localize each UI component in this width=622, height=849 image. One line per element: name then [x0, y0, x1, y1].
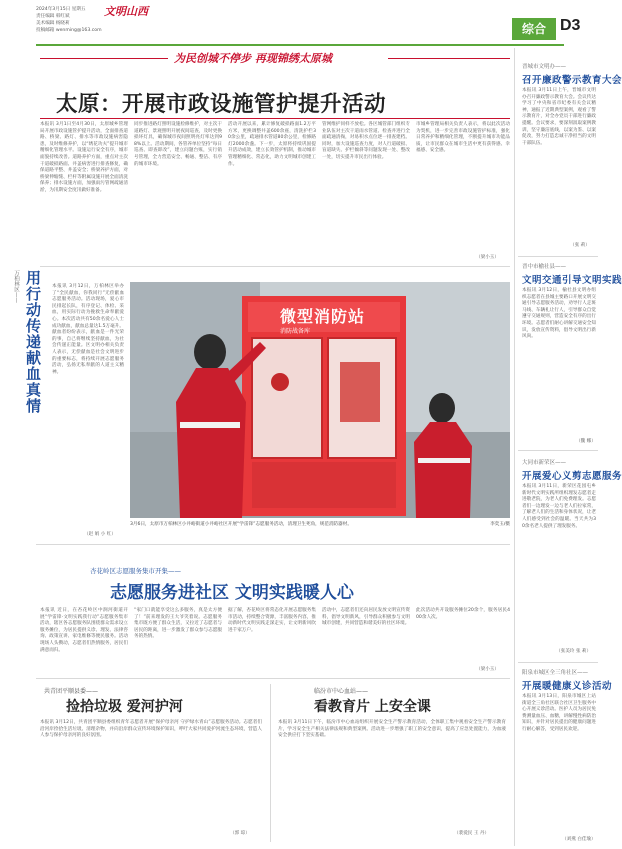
bottom-right-article — [274, 684, 510, 842]
lead-col-4: 管网维护同样不放松。各区城管部门组织专业队伍对主次干道雨水管道、检查井进行全面疏通清掏，对易积水点位逐一排查建档。同时，加大设施巡查力度，对人行道破损、盲道缺失、护栏倾斜等问题发现一处、整改一处，切实提升市民出行体验。 — [322, 122, 410, 160]
volunteer-col-4: 活动中，志愿者们还向居民发放文明宣传资料，倡导文明新风，引导群众积极参与文明城市创建，共同营造和谐美好的社区环境。 — [322, 608, 410, 627]
bottom-left-title: 捡拾垃圾 爱河护河 — [66, 699, 183, 715]
side-2-byline: （魏 娜） — [576, 439, 596, 444]
volunteer-col-2: “家门口就能享受这么多服务，真是太方便了！”前来理发的王大爷笑着说。志愿服务集市既方便了群众生活，又拉近了志愿者与居民的距离，进一步激发了群众参与志愿服务的热情。 — [134, 608, 222, 640]
lead-col-3: 活动开展以来，累计修复破损路面1.2万平方米，更换调整井盖600余座，清洗护栏30余公里，疏通排水管道80余公里，检修路灯2000余盏。下一步，太原将持续巩固提升活动成效，建立长效管护机制，推动城市管理精细化、常态化，助力文明城市创建工作。 — [228, 122, 316, 167]
side-2-title: 文明交通引导文明实践 — [522, 275, 622, 286]
side-4-title: 开展暖健康义诊活动 — [522, 681, 613, 692]
bottom-col-rule — [270, 684, 271, 842]
bottom-left-byline: （郭 琼） — [230, 831, 250, 836]
side-3-title: 开展爱心义剪志愿服务 — [522, 471, 622, 482]
page-number: D3 — [560, 17, 581, 34]
side-2-kicker: 晋中市榆社县—— — [522, 264, 567, 270]
masthead-rule — [36, 44, 564, 46]
lead-byline: （梁小玉） — [476, 255, 499, 260]
side-1-body: 本报讯 3月11日上午，晋城市文明办召开廉政警示教育大会。会议传达学习了中央和省市纪委有关会议精神，通报了近期典型案例，观看了警示教育片，对全办党员干部进行廉政提醒。会议要求，要深刻汲取案例教训，坚守廉洁底线，以案为鉴、以案促改，努力打造忠诚干净担当的文明干部队伍。 — [522, 88, 596, 146]
side-1-byline: （张 莉） — [570, 243, 590, 248]
photo-caption — [130, 522, 510, 529]
right-col-rule — [514, 48, 515, 846]
bottom-right-byline: （裴爱民 王 丹） — [454, 831, 490, 836]
banner-text: 为民创城不停步 再现锦绣太原城 — [174, 52, 332, 65]
masthead-editor: 责任编辑 韩红斌 — [36, 14, 70, 19]
bottom-left-kicker: 共青团平顺县委—— — [44, 688, 99, 695]
side-divider-3 — [518, 662, 598, 663]
volunteer-photo — [130, 282, 510, 518]
volunteer-title: 志愿服务进社区 文明实践暖人心 — [110, 583, 354, 603]
volunteer-col-3: 据了解，杏花岭区将常态化开展志愿服务集市活动，持续整合资源，丰富服务内容，推动新时代文明实践走深走实，让文明新风吹进千家万户。 — [228, 608, 316, 633]
banner-line-left — [40, 58, 168, 59]
photo-sign: 微型消防站 — [280, 307, 366, 326]
volunteer-col-5: 此次活动共开设服务摊位20余个，服务居民400余人次。 — [416, 608, 510, 620]
volunteer-side-byline: （赵 娟 小 红） — [84, 532, 116, 537]
side-1-title: 召开廉政警示教育大会 — [522, 75, 622, 86]
side-article-1 — [520, 62, 622, 252]
lead-col-5: 市城乡管理局相关负责人表示，将以此次活动为契机，进一步完善市政设施管护标准，强化日常养护和精细化管理，不断提升城市功能品质，让市民群众在城市生活中更有获得感、幸福感、安全感。 — [416, 122, 510, 154]
volunteer-col-1: 本报讯 近日，在杏花岭区中涧河街道开展“学雷锋·文明实践我行动”志愿服务集市活动，辖区各志愿服务队围绕群众需求设立服务摊位，为居民提供义诊、理发、法律咨询、政策宣讲、家电维修等便民服务。活动现场人头攒动，志愿者们热情服务，居民们满意而归。 — [40, 608, 128, 653]
side-2-body: 本报讯 3月12日，榆社县文明办组织志愿者在县城主要路口开展文明交通引导志愿服务活动，劝导行人走斑马线、车辆礼让行人，引导群众自觉遵守交通规则，营造安全有序的出行环境。志愿者们耐心讲解交通安全知识，发放宣传资料，倡导文明出行新风尚。 — [522, 288, 596, 340]
masthead — [0, 0, 600, 34]
masthead-date: 2024年3月15日 星期五 — [36, 7, 86, 12]
lead-divider — [40, 266, 510, 267]
bottom-left-article — [36, 684, 266, 842]
bottom-left-body: 本报讯 3月12日，共青团平顺县委组织青年志愿者开展“保护母亲河 守护绿水青山”志愿服务活动。志愿者们沿河岸捡拾生活垃圾、清理杂物，并向沿岸群众宣传环境保护知识，呼吁大家共同爱护河流生态环境，营造人人参与保护母亲河的良好氛围。 — [40, 720, 262, 739]
side-article-4 — [520, 668, 613, 846]
side-article-3 — [520, 458, 622, 658]
photo-credit: 李奕玉/摄 — [490, 522, 510, 527]
banner-line-right — [388, 58, 510, 59]
bottom-right-title: 看教育片 上安全课 — [314, 699, 431, 715]
side-4-body: 本报讯 3月13日，阳泉市城区上站街道全三角社区联合社区卫生服务中心开展义诊活动。医护人员为居民免费测量血压、血糖，讲解慢性病防治知识，并针对居民提出的健康问题进行耐心解答，受到居民欢迎。 — [522, 694, 596, 732]
side-1-kicker: 晋城市文明办—— — [522, 64, 567, 70]
banner — [40, 50, 510, 66]
side-4-byline: （刘燕 白佳瑜） — [562, 837, 596, 842]
side-article-2 — [520, 262, 622, 452]
photo-station: 消防战备库 — [280, 328, 311, 335]
side-divider-1 — [518, 256, 598, 257]
side-divider-2 — [518, 450, 598, 451]
side-4-kicker: 阳泉市城区全三角社区—— — [522, 670, 589, 676]
volunteer-side-kicker: 万柏林区—— — [13, 270, 19, 303]
side-3-body: 本报讯 3月11日，新荣区花园屯乡新时代文明实践所组织理发志愿者走进敬老院，为老人们免费理发。志愿者们一边理发一边与老人们拉家常，了解老人们的生活和身体状况，让老人们感受到社会的温暖。当天共为30余名老人提供了理发服务。 — [522, 484, 596, 529]
lead-col-2: 同步推进路灯照明设施检修维护，对主次干道路灯、景观照明开展夜间巡查，及时更换损坏灯具，确保城市夜间照明亮灯率达到98%以上。活动期间，各管养单位坚持“每日巡查、即查即改”，建立问题台账，实行销号管理，全力营造安全、畅通、整洁、有序的城市环境。 — [134, 122, 222, 167]
side-3-byline: （张美玲 张 莉） — [556, 649, 592, 654]
bottom-right-body: 本报讯 3月11日下午，临汾市中心血站组织开展安全生产警示教育活动，全体职工集中观看安全生产警示教育片，学习安全生产相关法律法规和典型案例。活动进一步增强了职工的安全意识，提高了应急处置能力，为血液安全供应打下坚实基础。 — [278, 720, 506, 739]
section-tab: 综合 — [512, 18, 556, 40]
lead-title-rule — [40, 118, 510, 119]
photo-caption-text: 3月6日，太原市万柏林区小井峪街道小井峪社区开展“学雷锋”志愿服务活动，清理卫生死角，规范消防器材。 — [130, 522, 352, 527]
lead-title: 太原：开展市政设施管护提升活动 — [56, 92, 387, 117]
bottom-right-kicker: 临汾市中心血站—— — [314, 688, 369, 695]
column-logo: 文明山西 — [104, 5, 148, 18]
photo-divider — [36, 544, 510, 545]
masthead-designer: 美术编辑 杨晓莉 — [36, 21, 70, 26]
volunteer-divider — [36, 678, 510, 679]
lead-col-1: 本报讯 3月1日至4月30日，太原城乡管理局开展市政设施管护提升活动，全面排查道路、桥梁、路灯、排水等市政设施病害隐患，及时维修养护，以“绣花功夫”提升城市精细化管理水平。设施运行安全有序，城市面貌持续改善。道路养护方面，重点对主次干道破损路面、井盖病害进行排查修复，确保道路平整、井盖安全；桥梁养护方面，对桥梁伸缩缝、栏杆等附属设施开展全面清洗保养；排水设施方面，加强雨污管网疏通清淤，为汛期安全度汛做好准备。 — [40, 122, 128, 193]
volunteer-kicker: 杏花岭区志愿服务集市开集—— — [90, 567, 181, 575]
volunteer-side-title: 用行动传递献血真情 — [24, 270, 42, 414]
masthead-email: 投稿邮箱 wenming@163.com — [36, 28, 102, 33]
side-3-kicker: 大同市新荣区—— — [522, 460, 567, 466]
volunteer-side-body: 本报讯 3月12日，万柏林区举办了“全民献血，你我同行”无偿献血志愿服务活动。活动现场，爱心市民排起长队，有序登记、体检、采血，用实际行动为挽救生命奉献爱心。本次活动共有50余名爱心人士成功献血，献血总量达1.5万毫升。献血者纷纷表示，献血是一件光荣的事，自己将继续坚持献血，为社会传递正能量。区文明办相关负责人表示，无偿献血是社会文明进步的重要标志，将持续开展志愿服务活动，弘扬无私奉献的人道主义精神。 — [52, 284, 124, 375]
volunteer-byline: （梁小玉） — [476, 667, 499, 672]
